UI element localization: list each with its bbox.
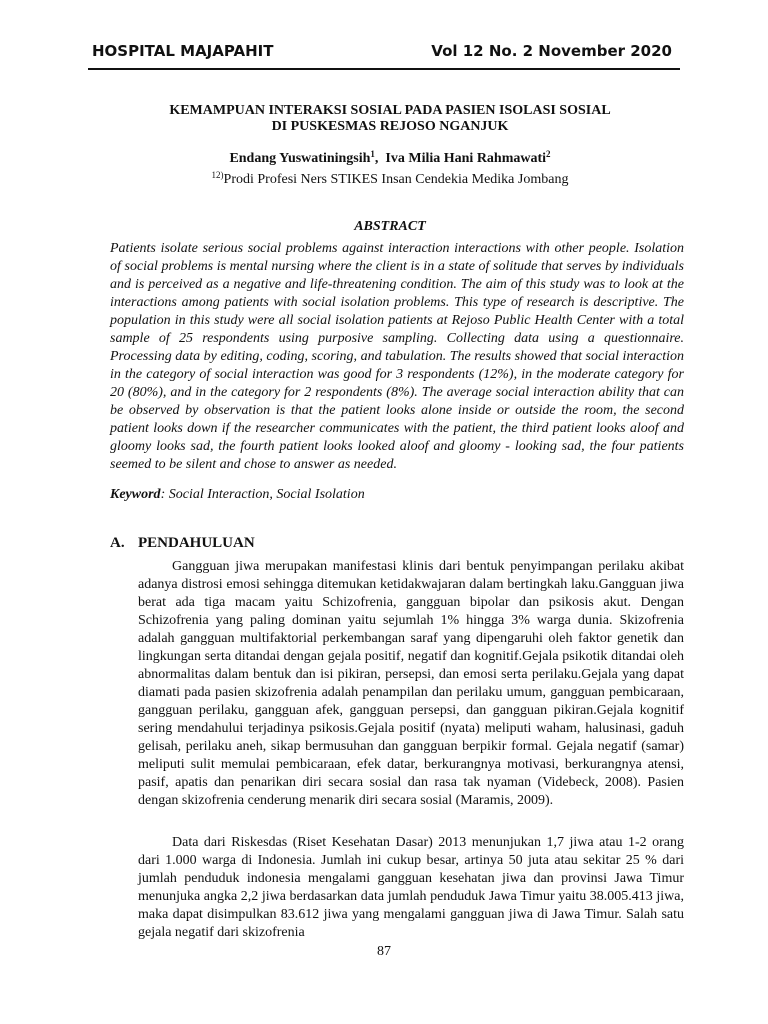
abstract-text: Patients isolate serious social problems against interaction interactions with other people. Isolation of social problems is mental nursing where the client is in a state of solitude that serves by individuals and is perceived as a negative and life-threatening condition. The aim of this study was to look at the interactions among patients with social isolation problems. This type of research is descriptive. The population in this study were all social isolation patients at Rejoso Public Health Center with a total sample of 25 respondents using purposive sampling. Collecting data using a questionnaire. Processing data by editing, coding, scoring, and tabulation. The results showed that social interaction in the category of social interaction was good for 3 respondents (12%), in the moderate category for 20 (80%), and in the category for 2 respondents (8%). The average social interaction ability that can be observed by observation is that the patient looks alone inside or outside the room, the second patient looks down if the researcher communicates with the patient, the third patient looks aloof and gloomy looks sad, the fourth patient looks looked aloof and gloomy - looking sad, the four patients seemed to be silent and chose to answer as needed. bbox=[110, 241, 684, 472]
body-paragraph-2: Data dari Riskesdas (Riset Kesehatan Dasar) 2013 menunjukan 1,7 jiwa atau 1-2 orang dari 1.000 warga di Indonesia. Jumlah ini cukup besar, artinya 50 juta atau sekitar 25 % dari jumlah penduduk indonesia mengalami gangguan kesehatan jiwa dan provinsi Jawa Timur menunjuka angka 2,2 jiwa berdasarkan data jumlah penduduk Jawa Timur yaitu 38.005.413 jiwa, maka dapat disimpulkan 83.612 jiwa yang mengalami gangguan jiwa di Jawa Timur. Salah satu gejala negatif dari skizofrenia bbox=[138, 835, 684, 940]
volume-info: Vol 12 No. 2 November 2020 bbox=[431, 42, 672, 60]
abstract-heading: ABSTRACT bbox=[354, 219, 426, 234]
running-header bbox=[92, 42, 672, 66]
section-heading bbox=[110, 535, 255, 552]
author-list bbox=[100, 151, 680, 167]
affiliation-marker: 12) bbox=[211, 170, 224, 180]
author-1-marker: 1 bbox=[370, 149, 375, 159]
keyword-label: Keyword bbox=[110, 487, 161, 502]
keywords bbox=[110, 487, 684, 503]
header-rule bbox=[88, 68, 680, 70]
title-line-2: DI PUSKESMAS REJOSO NGANJUK bbox=[271, 119, 509, 134]
author-separator: , bbox=[374, 151, 386, 166]
keyword-values: : Social Interaction, Social Isolation bbox=[160, 487, 365, 502]
author-1: Endang Yuswatiningsih bbox=[229, 151, 371, 166]
section-number: A. bbox=[110, 535, 125, 551]
body-paragraph-1: Gangguan jiwa merupakan manifestasi klinis dari bentuk penyimpangan perilaku akibat adanya distrosi emosi sehingga ditemukan ketidakwajaran dalam bertingkah laku.Gangguan jiwa berat ada tiga macam yaitu Schizofrenia, gangguan bipolar dan psikosis akut. Dengan Schizofrenia yang paling dominan yaitu sejumlah 1% hingga 3% warga dunia. Skizofrenia adalah gangguan multifaktorial perkembangan saraf yang dipengaruhi oleh faktor genetik dan lingkungan serta ditandai dengan gejala positif, negatif dan kognitif.Gejala psikotik ditandai oleh abnormalitas dalam bentuk dan isi pikiran, persepsi, dan emosi serta perilaku.Gejala yang dapat diamati pada pasien skizofrenia adalah penampilan dan perilaku umum, gangguan pembicaraan, gangguan perilaku, gangguan afek, gangguan persepsi, dan gangguan pikiran.Gejala kognitif sering mendahului terjadinya psikosis.Gejala positif (nyata) meliputi waham, halusinasi, gaduh gelisah, perilaku aneh, sikap bermusuhan dan gangguan berpikir formal. Gejala negatif (samar) meliputi sulit memulai pembicaraan, efek datar, berkurangnya motivasi, berkurangnya atensi, pasif, apatis dan penarikan diri secara sosial dan rasa tak nyaman (Videbeck, 2008). Pasien dengan skizofrenia cenderung menarik diri secara sosial (Maramis, 2009). bbox=[138, 559, 684, 808]
journal-name: HOSPITAL MAJAPAHIT bbox=[92, 42, 274, 60]
page-number: 87 bbox=[377, 944, 391, 959]
section-title: PENDAHULUAN bbox=[138, 535, 255, 551]
author-2: Iva Milia Hani Rahmawati bbox=[385, 151, 547, 166]
author-2-marker: 2 bbox=[546, 149, 551, 159]
title-line-1: KEMAMPUAN INTERAKSI SOSIAL PADA PASIEN ISOLASI SOSIAL bbox=[169, 103, 611, 118]
paper-title bbox=[100, 103, 680, 135]
affiliation-text: Prodi Profesi Ners STIKES Insan Cendekia Medika Jombang bbox=[223, 172, 569, 187]
affiliation bbox=[100, 171, 680, 189]
